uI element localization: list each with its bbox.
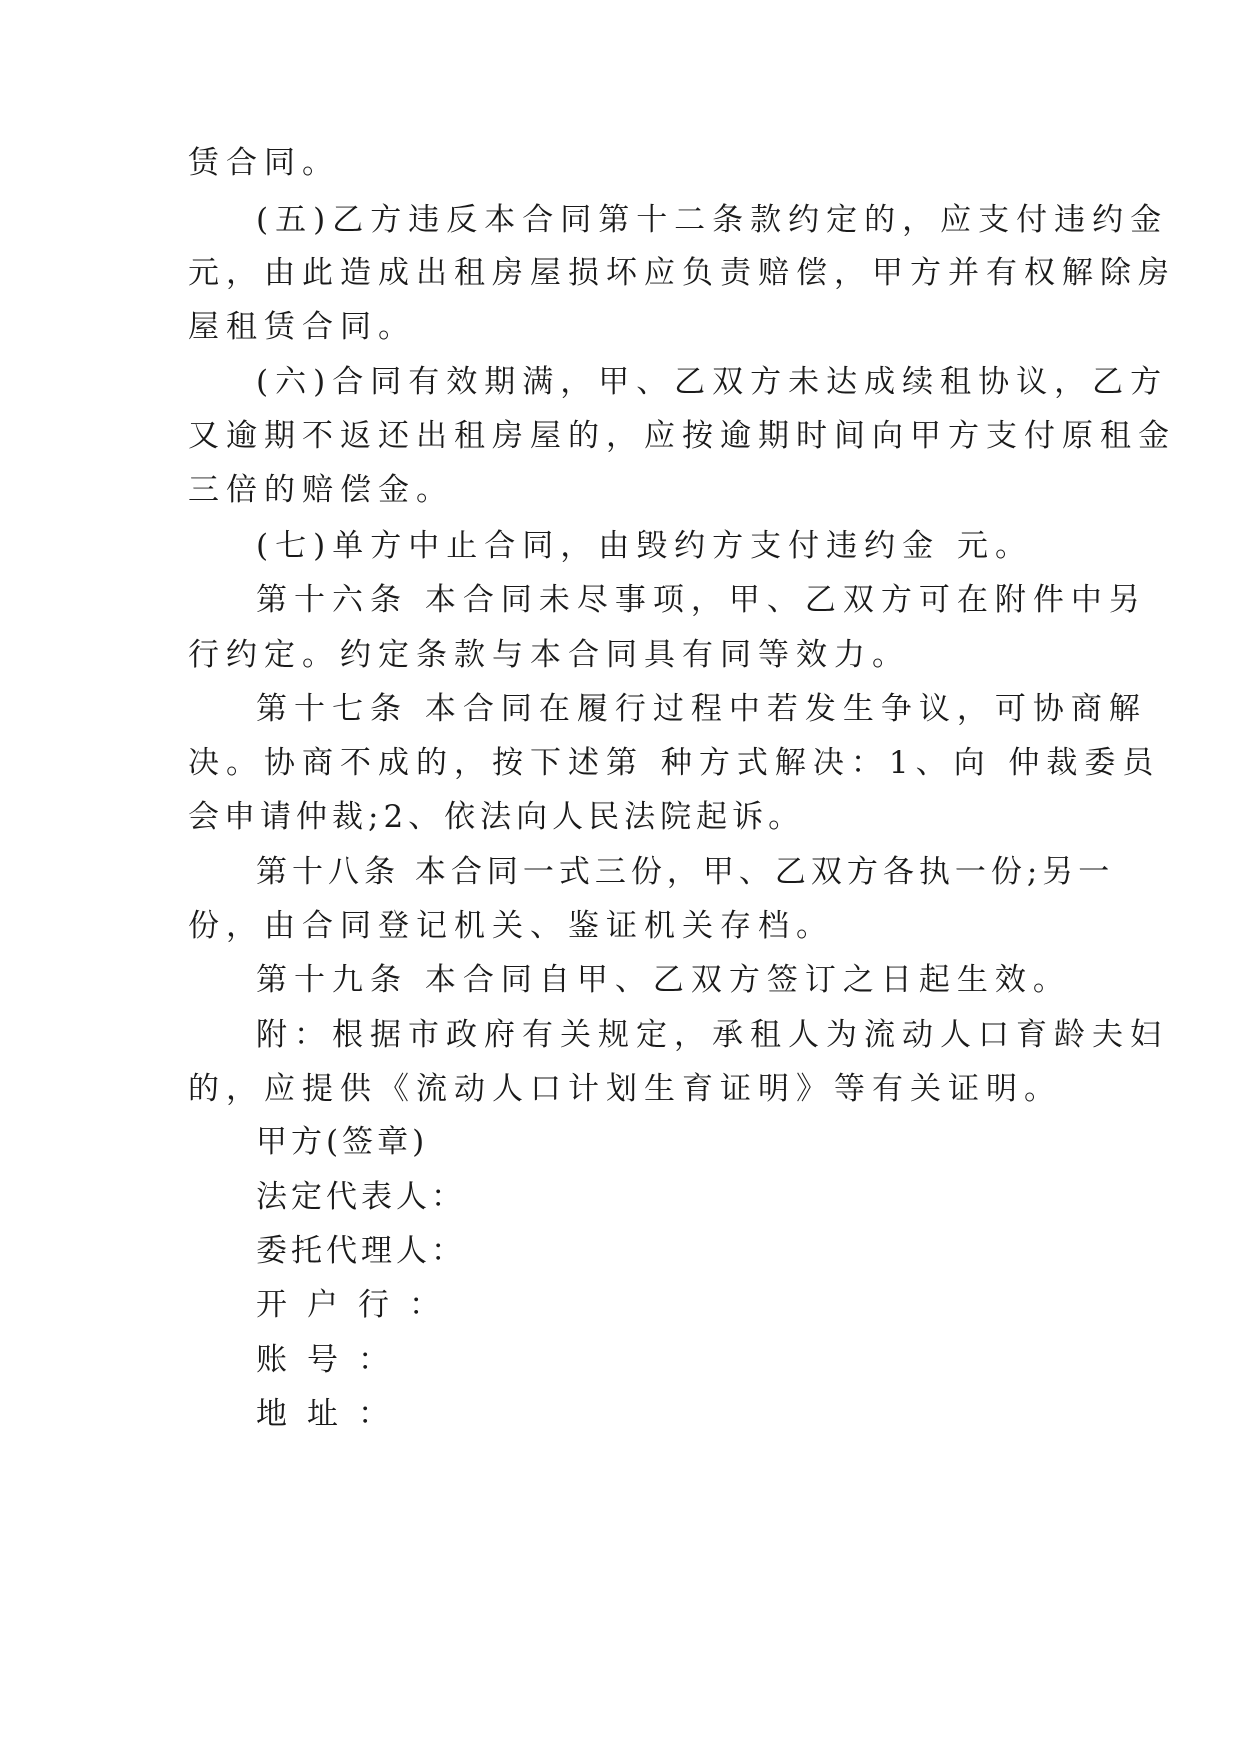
- text-line: 又逾期不返还出租房屋的，应按逾期时间向甲方支付原租金: [188, 418, 1176, 454]
- text-line: 行约定。约定条款与本合同具有同等效力。: [188, 637, 910, 673]
- text-line: 份，由合同登记机关、鉴证机关存档。: [188, 908, 834, 944]
- authorized-agent-label: 委托代理人：: [256, 1233, 466, 1269]
- article-18-line: 第十八条 本合同一式三份，甲、乙双方各执一份;另一: [256, 854, 1115, 890]
- clause-5-line: (五)乙方违反本合同第十二条款约定的，应支付违约金: [256, 202, 1169, 238]
- legal-representative-label: 法定代表人：: [256, 1179, 466, 1215]
- address-label-text: 地址：: [256, 1396, 409, 1432]
- party-a-signature-label: 甲方(签章): [256, 1124, 429, 1160]
- address-label: [256, 1394, 1136, 1434]
- text-line: 三倍的赔偿金。: [188, 472, 454, 508]
- account-label: [256, 1340, 1136, 1380]
- appendix-line: 附：根据市政府有关规定，承租人为流动人口育龄夫妇: [256, 1017, 1168, 1053]
- text-line: 赁合同。: [188, 145, 340, 181]
- article-17-line: 第十七条 本合同在履行过程中若发生争议，可协商解: [256, 691, 1147, 727]
- clause-7-line: (七)单方中止合同，由毁约方支付违约金 元。: [256, 528, 1034, 564]
- article-16-line: 第十六条 本合同未尽事项，甲、乙双方可在附件中另: [256, 582, 1147, 618]
- text-line: 会申请仲裁;2、依法向人民法院起诉。: [188, 799, 805, 835]
- text-line: 屋租赁合同。: [188, 309, 416, 345]
- text-line: 的，应提供《流动人口计划生育证明》等有关证明。: [188, 1071, 1062, 1107]
- bank-label: [256, 1285, 1136, 1325]
- account-label-text: 账号：: [256, 1342, 409, 1378]
- article-19-line: 第十九条 本合同自甲、乙双方签订之日起生效。: [256, 962, 1071, 998]
- bank-label-text: 开户行：: [256, 1287, 460, 1323]
- text-line: 元，由此造成出租房屋损坏应负责赔偿，甲方并有权解除房: [188, 255, 1176, 291]
- text-line: 决。协商不成的，按下述第 种方式解决：1、向 仲裁委员: [188, 745, 1161, 781]
- clause-6-line: (六)合同有效期满，甲、乙双方未达成续租协议，乙方: [256, 364, 1169, 400]
